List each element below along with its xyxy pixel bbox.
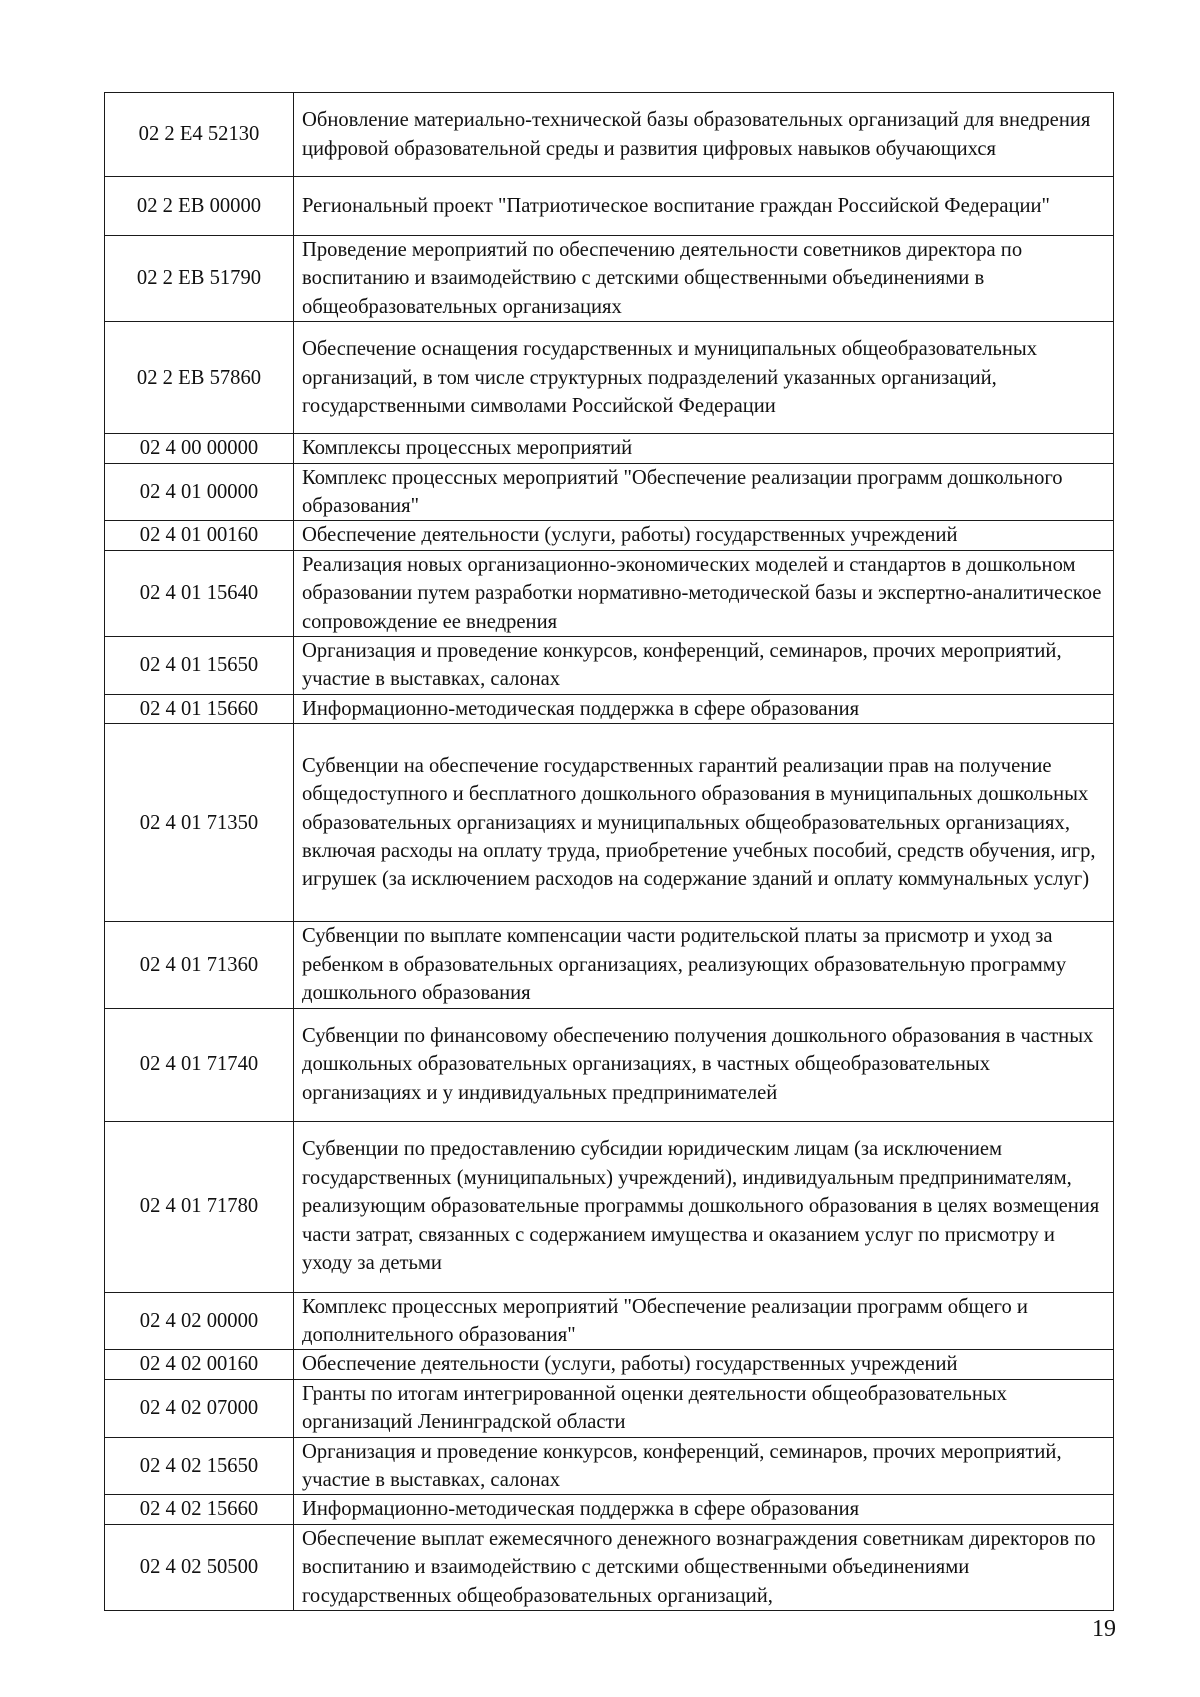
row-description: Субвенции на обеспечение государственных гарантий реализации прав на получение общедоступного и бесплатного дошкольного образования в муниципальных дошкольных образовательных организациях и муниципальных общеобразовательных организациях, включая расходы на оплату труда, приобретение учебных пособий, средств обучения, игр, игрушек (за исключением расходов на содержание зданий и оплату коммунальных услуг)	[294, 724, 1114, 922]
row-code: 02 4 02 07000	[105, 1379, 294, 1437]
table-row	[105, 434, 1114, 463]
row-description: Обеспечение оснащения государственных и муниципальных общеобразовательных организаций, в том числе структурных подразделений указанных организаций, государственными символами Российской Федерации	[294, 322, 1114, 434]
table-row	[105, 177, 1114, 236]
table-row	[105, 236, 1114, 322]
row-description: Комплекс процессных мероприятий "Обеспечение реализации программ общего и дополнительного образования"	[294, 1292, 1114, 1350]
row-code: 02 4 02 00000	[105, 1292, 294, 1350]
row-code: 02 4 02 15650	[105, 1437, 294, 1495]
table-row	[105, 1437, 1114, 1495]
table-row	[105, 637, 1114, 695]
table-row	[105, 1379, 1114, 1437]
row-code: 02 4 00 00000	[105, 434, 294, 463]
row-description: Субвенции по финансовому обеспечению получения дошкольного образования в частных дошкольных образовательных организациях, в частных общеобразовательных организациях и у индивидуальных предпринимателей	[294, 1008, 1114, 1121]
table-row	[105, 93, 1114, 177]
row-code: 02 2 EB 51790	[105, 236, 294, 322]
table-row	[105, 724, 1114, 922]
row-code: 02 2 EB 57860	[105, 322, 294, 434]
row-description: Организация и проведение конкурсов, конференций, семинаров, прочих мероприятий, участие в выставках, салонах	[294, 637, 1114, 695]
table-row	[105, 1495, 1114, 1524]
row-description: Комплекс процессных мероприятий "Обеспечение реализации программ дошкольного образования"	[294, 463, 1114, 521]
table-row	[105, 521, 1114, 550]
row-description: Обеспечение деятельности (услуги, работы) государственных учреждений	[294, 521, 1114, 550]
row-description: Гранты по итогам интегрированной оценки деятельности общеобразовательных организаций Ленинградской области	[294, 1379, 1114, 1437]
row-description: Проведение мероприятий по обеспечению деятельности советников директора по воспитанию и взаимодействию с детскими общественными объединениями в общеобразовательных организациях	[294, 236, 1114, 322]
row-description: Комплексы процессных мероприятий	[294, 434, 1114, 463]
row-code: 02 4 02 50500	[105, 1524, 294, 1610]
row-description: Субвенции по выплате компенсации части родительской платы за присмотр и уход за ребенком в образовательных организациях, реализующих образовательную программу дошкольного образования	[294, 922, 1114, 1008]
row-code: 02 4 01 15660	[105, 694, 294, 723]
row-description: Субвенции по предоставлению субсидии юридическим лицам (за исключением государственных (муниципальных) учреждений), индивидуальным предпринимателям, реализующим образовательные программы дошкольного образования в целях возмещения части затрат, связанных с содержанием имущества и оказанием услуг по присмотру и уходу за детьми	[294, 1121, 1114, 1292]
table-row	[105, 1292, 1114, 1350]
row-description: Информационно-методическая поддержка в сфере образования	[294, 694, 1114, 723]
row-description: Обновление материально-технической базы образовательных организаций для внедрения цифровой образовательной среды и развития цифровых навыков обучающихся	[294, 93, 1114, 177]
row-code: 02 4 02 15660	[105, 1495, 294, 1524]
row-description: Обеспечение деятельности (услуги, работы) государственных учреждений	[294, 1350, 1114, 1379]
table-row	[105, 550, 1114, 636]
row-code: 02 4 01 71350	[105, 724, 294, 922]
budget-codes-table	[104, 92, 1114, 1611]
table-row	[105, 322, 1114, 434]
row-code: 02 4 01 71740	[105, 1008, 294, 1121]
row-code: 02 4 02 00160	[105, 1350, 294, 1379]
row-code: 02 2 E4 52130	[105, 93, 294, 177]
row-code: 02 4 01 71780	[105, 1121, 294, 1292]
table-row	[105, 1008, 1114, 1121]
table-row	[105, 922, 1114, 1008]
row-code: 02 2 EB 00000	[105, 177, 294, 236]
row-code: 02 4 01 71360	[105, 922, 294, 1008]
row-code: 02 4 01 15640	[105, 550, 294, 636]
row-description: Информационно-методическая поддержка в сфере образования	[294, 1495, 1114, 1524]
table-row	[105, 1350, 1114, 1379]
table-row	[105, 1524, 1114, 1610]
row-description: Реализация новых организационно-экономических моделей и стандартов в дошкольном образовании путем разработки нормативно-методической базы и экспертно-аналитическое сопровождение ее внедрения	[294, 550, 1114, 636]
page-number: 19	[1092, 1616, 1116, 1642]
table-row	[105, 694, 1114, 723]
table-row	[105, 1121, 1114, 1292]
row-description: Организация и проведение конкурсов, конференций, семинаров, прочих мероприятий, участие в выставках, салонах	[294, 1437, 1114, 1495]
row-code: 02 4 01 00160	[105, 521, 294, 550]
row-code: 02 4 01 15650	[105, 637, 294, 695]
row-description: Обеспечение выплат ежемесячного денежного вознаграждения советникам директоров по воспитанию и взаимодействию с детскими общественными объединениями государственных общеобразовательных организаций,	[294, 1524, 1114, 1610]
row-code: 02 4 01 00000	[105, 463, 294, 521]
table-row	[105, 463, 1114, 521]
row-description: Региональный проект "Патриотическое воспитание граждан Российской Федерации"	[294, 177, 1114, 236]
